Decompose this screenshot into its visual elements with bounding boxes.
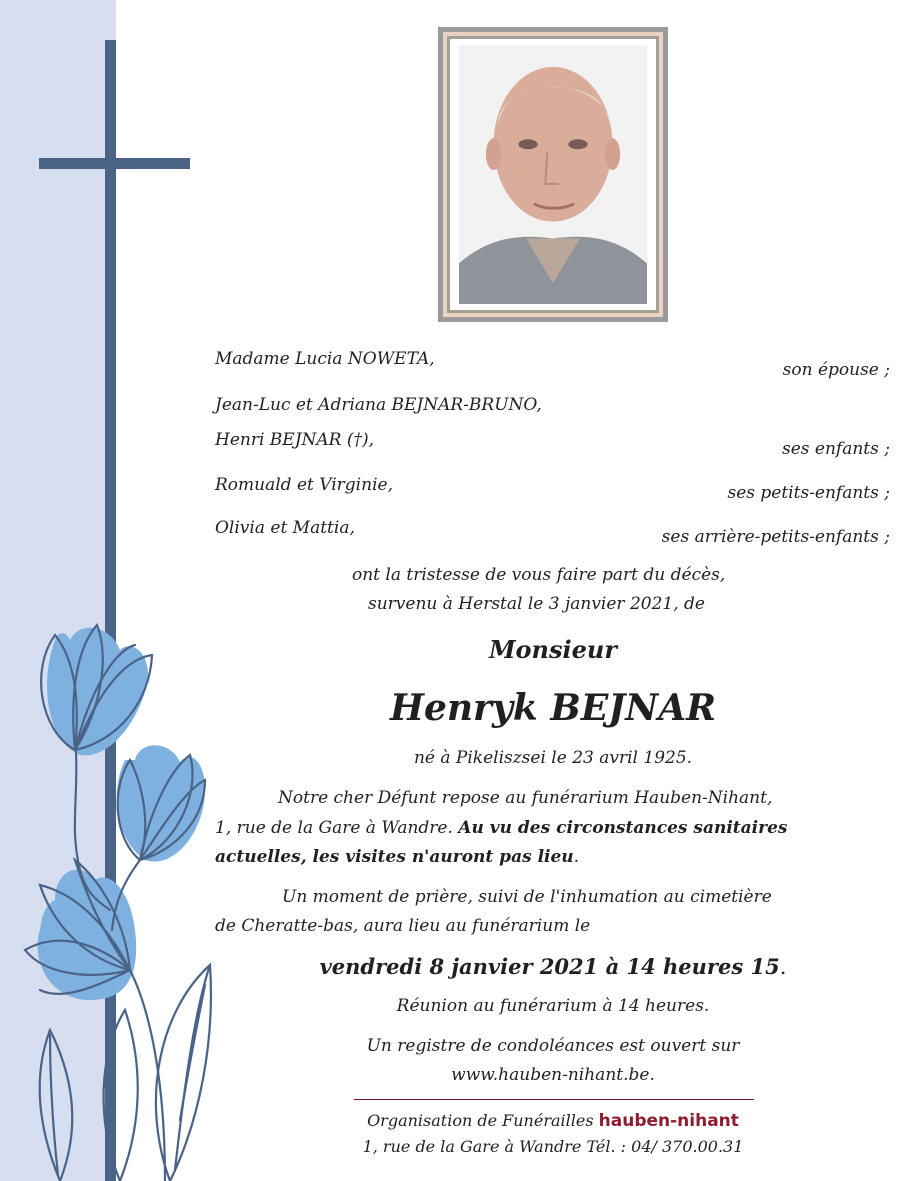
ceremony-line-1: Un moment de prière, suivi de l'inhumation au cimetière [282, 887, 772, 907]
announcement-line-1: ont la tristesse de vous faire part du décès, [352, 565, 726, 585]
family-relation-4: ses petits-enfants ; [727, 483, 890, 503]
condolences-url: www.hauben-nihant.be. [451, 1065, 655, 1085]
family-relation-1: son épouse ; [782, 360, 890, 380]
announcement-line-2: survenu à Herstal le 3 janvier 2021, de [368, 594, 705, 614]
deceased-name: Henryk BEJNAR [389, 687, 717, 729]
family-name-4: Romuald et Virginie, [215, 475, 393, 495]
brand-logo: hauben-nihant [598, 1111, 739, 1131]
funeral-home-line-1: Notre cher Défunt repose au funérarium Hauben-Nihant, [278, 788, 773, 808]
funeral-home-line-3: actuelles, les visites n'auront pas lieu. [215, 847, 580, 867]
ceremony-date: vendredi 8 janvier 2021 à 14 heures 15. [319, 954, 787, 979]
ceremony-line-2: de Cheratte-bas, aura lieu au funérarium le [215, 916, 591, 936]
family-name-3: Henri BEJNAR (†), [215, 430, 375, 450]
family-name-1: Madame Lucia NOWETA, [215, 349, 435, 369]
cross-icon [39, 40, 190, 1181]
portrait-photo [459, 45, 647, 304]
deceased-title: Monsieur [488, 635, 617, 664]
funeral-home-line-2: 1, rue de la Gare à Wandre. Au vu des circonstances sanitaires [215, 818, 788, 838]
family-name-2: Jean-Luc et Adriana BEJNAR-BRUNO, [215, 395, 542, 415]
family-name-5: Olivia et Mattia, [215, 518, 355, 538]
footer-organisation: Organisation de Funérailles hauben-nihant [367, 1111, 739, 1131]
family-relation-3: ses enfants ; [782, 439, 890, 459]
portrait-photo-frame [438, 27, 668, 322]
family-relation-5: ses arrière-petits-enfants ; [661, 527, 890, 547]
ceremony-meeting: Réunion au funérarium à 14 heures. [396, 996, 710, 1016]
footer-divider [354, 1099, 754, 1100]
footer-address: 1, rue de la Gare à Wandre Tél. : 04/ 370.00.31 [362, 1137, 744, 1156]
deceased-birth: né à Pikeliszsei le 23 avril 1925. [413, 748, 693, 768]
tulip-petals-icon [37, 628, 205, 1000]
condolences-line: Un registre de condoléances est ouvert sur [366, 1036, 740, 1056]
